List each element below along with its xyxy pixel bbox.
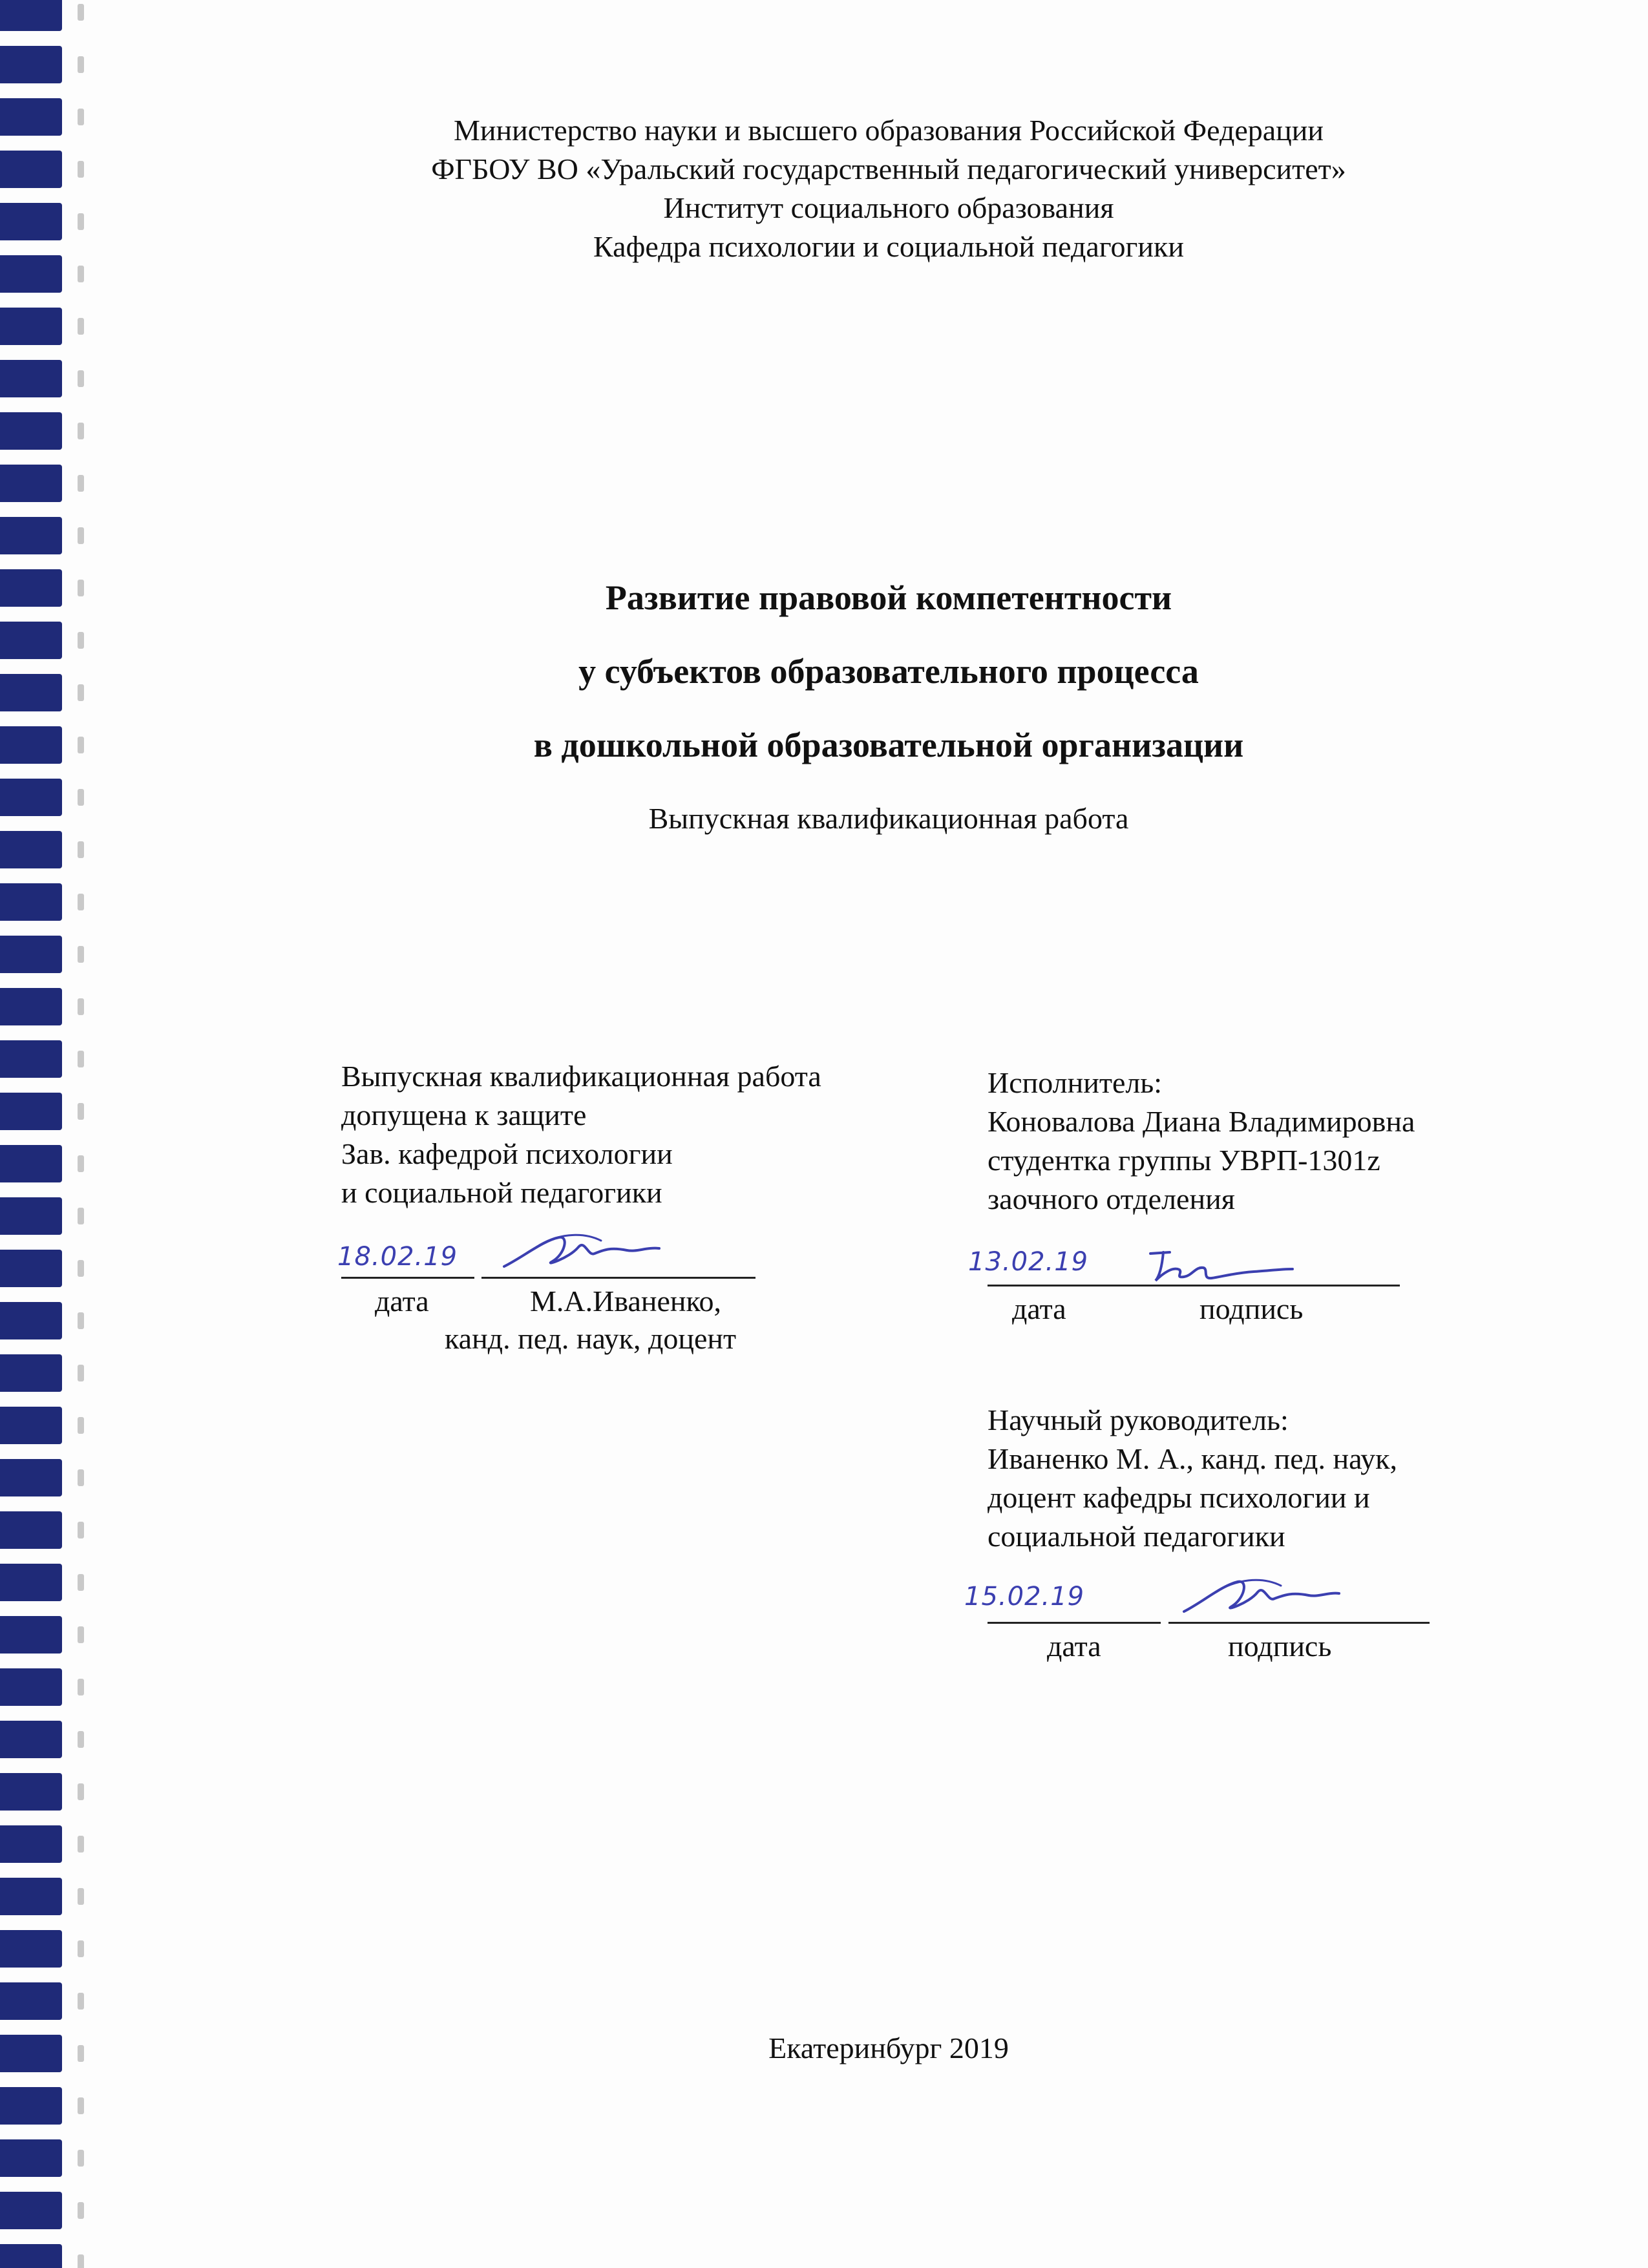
binding-tab xyxy=(0,2139,62,2177)
binding-hole xyxy=(78,370,84,387)
binding-hole xyxy=(78,632,84,649)
admission-handwritten-date: 18.02.19 xyxy=(337,1242,458,1272)
binding-tab xyxy=(0,936,62,973)
binding-hole xyxy=(78,1522,84,1538)
performer-signature xyxy=(1144,1241,1299,1292)
binding-hole xyxy=(78,318,84,335)
binding-hole xyxy=(78,1312,84,1329)
binding-hole xyxy=(78,1626,84,1643)
supervisor-signature-label: подпись xyxy=(1228,1630,1332,1663)
binding-hole xyxy=(78,2045,84,2062)
binding-hole xyxy=(78,1940,84,1957)
binding-tab xyxy=(0,1302,62,1339)
admission-line-4: и социальной педагогики xyxy=(341,1176,662,1209)
binding-tab xyxy=(0,1878,62,1915)
performer-date-line xyxy=(988,1285,1096,1286)
performer-group: студентка группы УВРП-1301z xyxy=(988,1144,1380,1177)
binding-tab xyxy=(0,1459,62,1496)
binding-tab xyxy=(0,412,62,450)
binding-hole xyxy=(78,1103,84,1120)
binding-hole xyxy=(78,1260,84,1277)
admission-date-line xyxy=(341,1277,474,1279)
performer-signature-label: подпись xyxy=(1199,1292,1304,1325)
admission-line-2: допущена к защите xyxy=(341,1098,587,1131)
binding-tab xyxy=(0,151,62,188)
performer-handwritten-date: 13.02.19 xyxy=(968,1247,1089,1277)
supervisor-label: Научный руководитель: xyxy=(988,1403,1289,1436)
binding-hole xyxy=(78,4,84,21)
binding-tab xyxy=(0,465,62,502)
binding-hole xyxy=(78,789,84,806)
binding-tab xyxy=(0,988,62,1025)
binding-hole xyxy=(78,423,84,439)
supervisor-signature xyxy=(1176,1565,1344,1623)
binding-tab xyxy=(0,1354,62,1392)
binding-hole xyxy=(78,841,84,858)
binding-tab xyxy=(0,255,62,293)
performer-department: заочного отделения xyxy=(988,1182,1235,1215)
binding-tab xyxy=(0,0,62,31)
supervisor-line-1: Иваненко М. А., канд. пед. наук, xyxy=(988,1442,1398,1475)
performer-label: Исполнитель: xyxy=(988,1066,1163,1099)
binding-hole xyxy=(78,998,84,1015)
binding-hole xyxy=(78,1208,84,1224)
supervisor-block xyxy=(988,1401,1397,1556)
binding-tab xyxy=(0,569,62,607)
binding-hole xyxy=(78,946,84,963)
binding-hole xyxy=(78,1993,84,2010)
binding-hole xyxy=(78,1679,84,1696)
binding-tab xyxy=(0,2087,62,2125)
binding-hole xyxy=(78,161,84,178)
admission-signature xyxy=(498,1221,666,1279)
binding-hole xyxy=(78,2202,84,2219)
title-line-1: Развитие правовой компетентности xyxy=(605,578,1172,617)
binding-tab xyxy=(0,46,62,83)
binding-hole xyxy=(78,56,84,73)
binding-tab xyxy=(0,1825,62,1863)
binding-hole xyxy=(78,2150,84,2167)
binding-hole xyxy=(78,737,84,753)
binding-hole xyxy=(78,2254,84,2268)
binding-hole xyxy=(78,684,84,701)
binding-hole xyxy=(78,1836,84,1853)
binding-tab xyxy=(0,1197,62,1235)
admission-degree: канд. пед. наук, доцент xyxy=(445,1322,737,1355)
binding-tab xyxy=(0,2244,62,2268)
binding-hole xyxy=(78,1155,84,1172)
supervisor-date-line xyxy=(988,1622,1161,1624)
institution-header xyxy=(323,111,1454,266)
city-year: Екатеринбург 2019 xyxy=(768,2032,1009,2064)
binding-tab xyxy=(0,1930,62,1968)
binding-tab xyxy=(0,1145,62,1182)
supervisor-line-3: социальной педагогики xyxy=(988,1520,1285,1553)
admission-line-3: Зав. кафедрой психологии xyxy=(341,1137,673,1170)
admission-line-1: Выпускная квалификационная работа xyxy=(341,1060,821,1093)
binding-tab xyxy=(0,1093,62,1130)
university-line: ФГБОУ ВО «Уральский государственный педагогический университет» xyxy=(431,152,1346,185)
binding-tab xyxy=(0,517,62,554)
admission-block xyxy=(341,1057,821,1212)
supervisor-handwritten-date: 15.02.19 xyxy=(964,1582,1085,1612)
title-line-2: у субъектов образовательного процесса xyxy=(578,652,1199,691)
binding-tab xyxy=(0,1250,62,1287)
binding-hole xyxy=(78,475,84,492)
institute-line: Институт социального образования xyxy=(663,191,1114,224)
binding-hole xyxy=(78,1365,84,1381)
binding-tab xyxy=(0,1511,62,1549)
binding-hole xyxy=(78,1731,84,1748)
binding-tab xyxy=(0,831,62,868)
binding-hole xyxy=(78,1417,84,1434)
binding-hole xyxy=(78,1051,84,1067)
binding-tab xyxy=(0,1721,62,1758)
supervisor-date-label: дата xyxy=(1047,1630,1101,1663)
work-type: Выпускная квалификационная работа xyxy=(648,802,1129,835)
spiral-binding xyxy=(0,0,84,2268)
performer-name: Коновалова Диана Владимировна xyxy=(988,1105,1415,1138)
performer-date-label: дата xyxy=(1012,1292,1066,1325)
binding-tab xyxy=(0,779,62,816)
binding-tab xyxy=(0,883,62,921)
binding-hole xyxy=(78,1469,84,1486)
binding-tab xyxy=(0,726,62,764)
binding-hole xyxy=(78,580,84,596)
binding-hole xyxy=(78,1574,84,1591)
binding-hole xyxy=(78,266,84,282)
binding-hole xyxy=(78,894,84,910)
binding-tab xyxy=(0,1407,62,1444)
binding-tab xyxy=(0,1616,62,1654)
title-line-3: в дошкольной образовательной организации xyxy=(533,726,1244,764)
binding-tab xyxy=(0,1564,62,1601)
binding-tab xyxy=(0,308,62,345)
binding-tab xyxy=(0,622,62,659)
admission-date-label: дата xyxy=(375,1285,429,1318)
binding-tab xyxy=(0,203,62,240)
binding-tab xyxy=(0,1773,62,1811)
binding-tab xyxy=(0,674,62,711)
thesis-title xyxy=(323,561,1454,782)
binding-tab xyxy=(0,1982,62,2020)
binding-hole xyxy=(78,1888,84,1905)
binding-hole xyxy=(78,2097,84,2114)
admission-name: М.А.Иваненко, xyxy=(530,1285,722,1318)
department-line: Кафедра психологии и социальной педагогики xyxy=(593,230,1184,263)
ministry-line: Министерство науки и высшего образования Российской Федерации xyxy=(453,114,1324,147)
binding-hole xyxy=(78,213,84,230)
binding-hole xyxy=(78,109,84,125)
supervisor-line-2: доцент кафедры психологии и xyxy=(988,1481,1370,1514)
binding-tab xyxy=(0,360,62,397)
binding-tab xyxy=(0,1040,62,1078)
binding-tab xyxy=(0,2035,62,2072)
performer-block xyxy=(988,1064,1415,1219)
binding-tab xyxy=(0,1668,62,1706)
binding-hole xyxy=(78,527,84,544)
binding-tab xyxy=(0,98,62,136)
binding-tab xyxy=(0,2192,62,2229)
binding-hole xyxy=(78,1783,84,1800)
